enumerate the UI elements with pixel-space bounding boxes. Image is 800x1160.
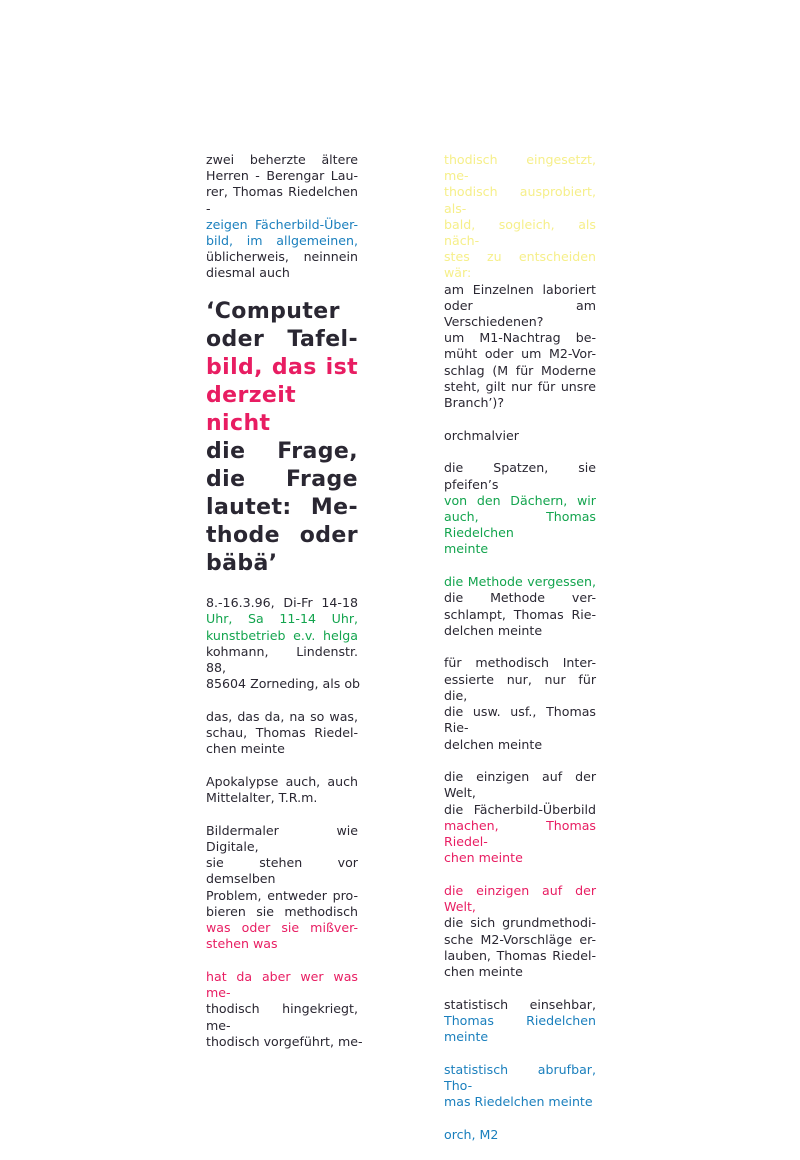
- paragraph-interessierte: [444, 655, 596, 752]
- text-line: lautet: Me-: [206, 495, 358, 521]
- paragraph-das-da: [206, 709, 358, 758]
- text-line: ‘Computer: [206, 299, 340, 325]
- text-line: thodisch hingekriegt, me-: [206, 1001, 358, 1033]
- text-line: delchen meinte: [444, 736, 543, 752]
- text-line: was oder sie mißver-: [206, 920, 358, 936]
- text-line: am Einzelnen laboriert: [444, 281, 596, 297]
- text-line: machen, Thomas Riedel-: [444, 817, 596, 850]
- text-line: kohmann, Lindenstr. 88,: [206, 643, 358, 675]
- text-line: rer, Thomas Riedelchen -: [206, 184, 358, 216]
- text-line: zwei beherzte ältere: [206, 152, 358, 167]
- text-line: die Methode ver-: [444, 590, 596, 606]
- text-line: 8.-16.3.96, Di-Fr 14-18: [206, 595, 358, 611]
- text-line: bäbä’: [206, 551, 278, 577]
- text-line: bild, das ist: [206, 355, 358, 381]
- text-line: bild, im allgemeinen,: [206, 233, 358, 249]
- text-line: Branch’)?: [444, 395, 505, 411]
- paragraph-bildermaler: [206, 823, 358, 953]
- text-line: chen meinte: [206, 741, 285, 757]
- text-line: üblicherweis, neinnein: [206, 249, 358, 265]
- text-line: Apokalypse auch, auch: [206, 773, 358, 789]
- text-line: 85604 Zorneding, als ob: [206, 676, 361, 692]
- text-line: um M1-Nachtrag be-: [444, 330, 596, 346]
- text-line: die sich grundmethodi-: [444, 915, 596, 931]
- text-line: bald, sogleich, als näch-: [444, 216, 596, 249]
- text-line: Herren - Berengar Lau-: [206, 168, 358, 184]
- right-column: [444, 152, 596, 1160]
- text-line: schau, Thomas Riedel-: [206, 725, 358, 741]
- text-line: thode oder: [206, 523, 358, 549]
- text-line: müht oder um M2-Vor-: [444, 346, 596, 362]
- paragraph-hat-da: [206, 968, 363, 1050]
- paragraph-einzigen-2: [444, 883, 596, 980]
- text-line: lauben, Thomas Riedel-: [444, 947, 596, 963]
- text-line: die usw. usf., Thomas Rie-: [444, 704, 596, 736]
- text-line: Bildermaler wie Digitale,: [206, 822, 358, 855]
- text-line: hat da aber wer was me-: [206, 968, 358, 1001]
- text-line: steht, gilt nur für unsre: [444, 378, 596, 394]
- text-line: für methodisch Inter-: [444, 655, 596, 671]
- text-line: chen meinte: [444, 963, 523, 979]
- text-line: orchmalvier: [444, 427, 519, 443]
- text-line: meinte: [444, 541, 489, 557]
- intro-paragraph: [206, 152, 358, 282]
- text-line: sche M2-Vorschläge er-: [444, 931, 596, 947]
- text-line: sie stehen vor demselben: [206, 855, 358, 887]
- paragraph-einsehbar: [444, 997, 596, 1046]
- text-line: die Spatzen, sie pfeifen’s: [444, 460, 596, 492]
- text-line: schlampt, Thomas Rie-: [444, 606, 596, 622]
- date-paragraph: [206, 595, 361, 692]
- text-line: schlag (M für Moderne: [444, 362, 596, 378]
- text-line: die Methode vergessen,: [444, 574, 596, 590]
- paragraph-abrufbar: [444, 1062, 596, 1111]
- text-line: oder Tafel-: [206, 327, 358, 353]
- text-line: die Fächerbild-Überbild: [444, 801, 596, 817]
- text-line: oder am Verschiedenen?: [444, 297, 596, 330]
- text-line: diesmal auch: [206, 265, 290, 281]
- text-line: orch, M2: [444, 1126, 499, 1142]
- text-line: meinte: [444, 1029, 489, 1045]
- text-line: thodisch eingesetzt, me-: [444, 152, 596, 184]
- paragraph-methode-vergessen: [444, 574, 596, 639]
- heading-quote: [206, 298, 358, 578]
- text-line: die Frage,: [206, 439, 358, 465]
- text-line: Problem, entweder pro-: [206, 887, 358, 903]
- text-line: auch, Thomas Riedelchen: [444, 509, 596, 541]
- text-line: Thomas Riedelchen: [444, 1012, 596, 1028]
- text-line: die einzigen auf der Welt,: [444, 882, 596, 915]
- paragraph-spatzen: [444, 460, 596, 557]
- text-line: Uhr, Sa 11-14 Uhr,: [206, 611, 358, 627]
- paragraph-methodisch: [444, 152, 596, 411]
- text-line: das, das da, na so was,: [206, 708, 358, 724]
- text-line: die Frage: [206, 467, 358, 493]
- text-line: von den Dächern, wir: [444, 492, 596, 508]
- text-line: kunstbetrieb e.v. helga: [206, 627, 358, 643]
- text-line: stehen was: [206, 936, 278, 952]
- text-line: thodisch ausprobiert, als-: [444, 184, 596, 216]
- text-line: Mittelalter, T.R.m.: [206, 790, 318, 806]
- paragraph-orch-m2: [444, 1127, 596, 1143]
- text-line: derzeit nicht: [206, 383, 297, 437]
- left-column: [206, 152, 363, 1067]
- text-line: statistisch einsehbar,: [444, 996, 596, 1012]
- text-line: die einzigen auf der Welt,: [444, 769, 596, 801]
- paragraph-orchmalvier: [444, 428, 596, 444]
- text-line: mas Riedelchen meinte: [444, 1094, 593, 1110]
- text-line: statistisch abrufbar, Tho-: [444, 1061, 596, 1093]
- text-line: delchen meinte: [444, 622, 543, 638]
- text-line: stes zu entscheiden wär:: [444, 249, 596, 281]
- paragraph-einzigen-1: [444, 769, 596, 866]
- text-line: thodisch vorgeführt, me-: [206, 1033, 363, 1049]
- text-line: chen meinte: [444, 850, 523, 866]
- text-line: zeigen Fächerbild-Über-: [206, 216, 358, 232]
- text-line: essierte nur, nur für die,: [444, 671, 596, 703]
- paragraph-apokalypse: [206, 774, 358, 806]
- text-line: bieren sie methodisch: [206, 903, 358, 919]
